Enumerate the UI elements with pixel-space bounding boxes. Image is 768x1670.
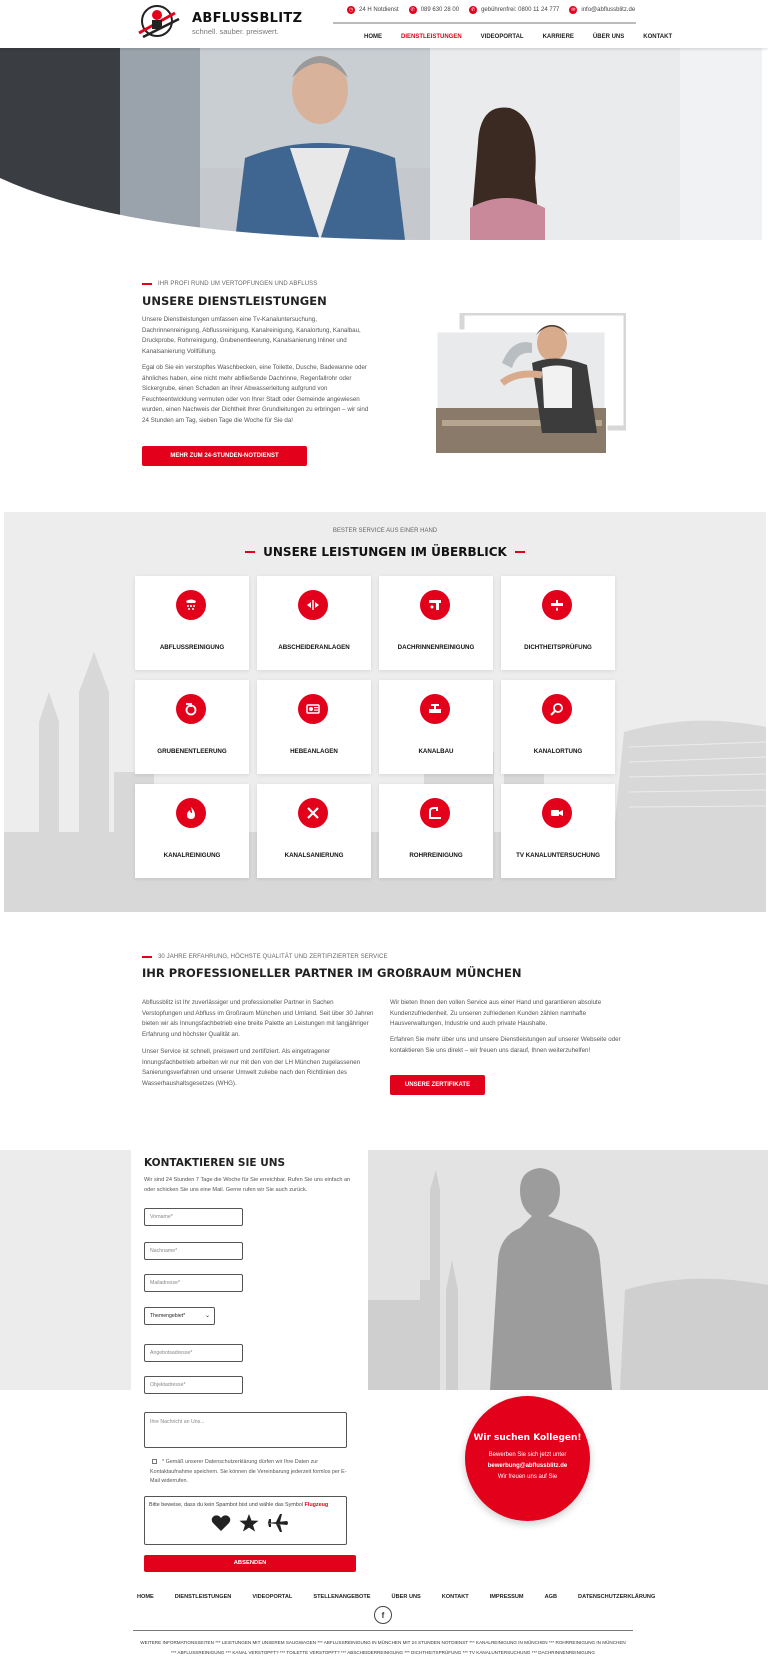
captcha-box: [144, 1496, 347, 1545]
firstname-field[interactable]: Vorname*: [144, 1208, 243, 1226]
nav-dienstleistungen[interactable]: DIENSTLEISTUNGEN: [401, 34, 462, 40]
emergency-button[interactable]: MEHR ZUM 24-STUNDEN-NOTDIENST: [142, 446, 307, 466]
service-card-label: TV KANALUNTERSUCHUNG: [516, 852, 600, 859]
brand-tagline: schnell. sauber. preiswert.: [192, 27, 279, 36]
pump-icon: [298, 694, 328, 724]
overview-kicker: BESTER SERVICE AUS EINER HAND: [332, 528, 438, 534]
topbar-hotline: [347, 6, 399, 14]
service-card-label: GRUBENENTLEERUNG: [157, 748, 227, 755]
title-bar: [515, 551, 525, 553]
airplane-icon[interactable]: [267, 1514, 289, 1532]
service-card-label: DICHTHEITSPRÜFUNG: [524, 644, 592, 651]
captcha-options: [211, 1514, 289, 1532]
footer-link-stellenangebote[interactable]: STELLENANGEBOTE: [313, 1594, 371, 1600]
captcha-question: [149, 1502, 328, 1508]
footer-link-ueber-uns[interactable]: ÜBER UNS: [391, 1594, 421, 1600]
topbar-freephone[interactable]: [469, 6, 559, 14]
hero-photo: [0, 48, 762, 240]
phone-icon: ✆: [410, 7, 415, 13]
footer-link-agb[interactable]: AGB: [544, 1594, 558, 1600]
service-card-label: ABSCHEIDERANLAGEN: [278, 644, 350, 651]
nav-home[interactable]: HOME: [364, 34, 382, 40]
service-cards: [135, 576, 615, 878]
services-paragraph: Unsere Dienstleistungen umfassen eine Tv-Kanaluntersuchung, Dachrinnenreinigung, Abflussreinigung, Kanalreinigung, Kanalortung, Kanalbau, Druckprobe, Rohrreinigung, Grubenentleerung, Kanalsanierung Inliner und Kanalsanierung Vollfüllung.: [142, 316, 361, 355]
footer-info-line[interactable]: WEITERE INFORMATIONSSEITEN *** LEISTUNGEN MIT UNSEREM SAUGWAGEN *** ABFLUSSREINIGUNG IN MÜNCHEN MIT 24 STUNDEN NOTDIENST *** KANALREINIGUNG IN MÜNCHEN *** ROHRREINIGUNG IN MÜNCHEN: [140, 1640, 626, 1645]
partner-title: IHR PROFESSIONELLER PARTNER IM GROßRAUM MÜNCHEN: [142, 966, 522, 980]
object-address-field[interactable]: Objektadresse*: [144, 1376, 243, 1394]
footer-info: [133, 1638, 633, 1658]
clock-icon: ◷: [348, 7, 354, 13]
kicker-bar: [142, 283, 152, 285]
heart-icon[interactable]: [211, 1514, 231, 1532]
service-card-abscheideranlagen[interactable]: [257, 576, 371, 670]
footer-link-videoportal[interactable]: VIDEOPORTAL: [252, 1594, 293, 1600]
service-card-kanalbau[interactable]: [379, 680, 493, 774]
service-card-label: ABFLUSSREINIGUNG: [159, 644, 225, 651]
service-card-hebeanlagen[interactable]: [257, 680, 371, 774]
footer-divider: [133, 1630, 633, 1631]
fire-icon: [176, 798, 206, 828]
service-card-grubenentleerung[interactable]: [135, 680, 249, 774]
leak-test-icon: [542, 590, 572, 620]
hero-image: [0, 48, 762, 240]
partner-paragraph: Wir bieten Ihnen den vollen Service aus einer Hand und garantieren absolute Kundenzufriedenheit. Zu unseren zufriedenen Kunden zählen namhafte Hausverwaltungen, Industrie und auch private Haushalte.: [390, 999, 602, 1027]
camera-icon: [542, 798, 572, 828]
nav-kontakt[interactable]: KONTAKT: [643, 34, 673, 40]
footer-link-kontakt[interactable]: KONTAKT: [441, 1594, 469, 1600]
partner-paragraph: Unser Service ist schnell, preiswert und zertifiziert. Als eingetragener Innungsfachbetrieb arbeiten wir nur mit den von der LH München zugelassenen Sanierungsverfahren und unserer Umwelt zuliebe nach den Richtlinien des Wasserhaushaltsgesetzes (WHG).: [142, 1048, 361, 1087]
facebook-icon[interactable]: f: [374, 1606, 392, 1624]
service-card-label: KANALSANIERUNG: [284, 852, 344, 859]
star-icon[interactable]: [239, 1514, 259, 1532]
partner-kicker: [142, 954, 388, 960]
city-silhouette: [0, 1150, 768, 1390]
service-card-rohrreinigung[interactable]: [379, 784, 493, 878]
email-field[interactable]: Mailadresse*: [144, 1274, 243, 1292]
topbar-text[interactable]: gebührenfrei: 0800 11 24 777: [481, 7, 560, 13]
service-card-label: ROHRREINIGUNG: [409, 852, 463, 859]
overview-title: [4, 545, 766, 559]
tools-icon: [298, 798, 328, 828]
phone-icon: ✆: [470, 7, 476, 13]
kicker-text: 30 JAHRE ERFAHRUNG, HÖCHSTE QUALITÄT UND ZERTIFIZIERTER SERVICE: [158, 954, 388, 960]
lastname-field[interactable]: Nachname*: [144, 1242, 243, 1260]
captcha-target: Flugzeug: [304, 1502, 329, 1508]
title-bar: [245, 551, 255, 553]
brand-name[interactable]: ABFLUSSBLITZ: [192, 11, 303, 26]
overview-title-text: UNSERE LEISTUNGEN IM ÜBERBLICK: [263, 545, 507, 559]
submit-button[interactable]: ABSENDEN: [144, 1555, 356, 1572]
services-title: UNSERE DIENSTLEISTUNGEN: [142, 294, 327, 308]
partner-paragraph: Abflussblitz ist Ihr zuverlässiger und professioneller Partner in Sachen Verstopfungen und Abfluss im Großraum München und Umland. Seit über 30 Jahren bieten wir als Innungsfachbetrieb eine breite Palette an Leistungen mit langjähriger Erfahrung und höchster Qualität an.: [142, 999, 374, 1038]
footer-link-dienstleistungen[interactable]: DIENSTLEISTUNGEN: [174, 1594, 232, 1600]
kicker-text: IHR PROFI RUND UM VERTOPFUNGEN UND ABFLUSS: [158, 281, 318, 287]
consent-text: * Gemäß unserer Datenschutzerklärung dürfen wir Ihre Daten zur Kontaktaufnahme speichern. Sie können die Vereinbarung jederzeit formlos per E-Mail widerrufen.: [150, 1459, 347, 1484]
locate-icon: [542, 694, 572, 724]
job-title: Wir suchen Kollegen!: [473, 1433, 582, 1443]
partner-paragraph: Erfahren Sie mehr über uns und unsere Dienstleistungen auf unserer Webseite oder kontaktieren Sie uns direkt – wir freuen uns darauf, Ihnen weiterzuhelfen!: [390, 1036, 621, 1054]
service-card-abflussreinigung[interactable]: [135, 576, 249, 670]
topic-select[interactable]: [144, 1307, 215, 1325]
services-overview: [4, 512, 766, 912]
service-card-dichtheitspruefung[interactable]: [501, 576, 615, 670]
job-line: Bewerben Sie sich jetzt unter: [488, 1452, 567, 1458]
topbar-text[interactable]: info@abflussblitz.de: [581, 7, 636, 13]
service-card-kanalsanierung[interactable]: [257, 784, 371, 878]
services-kicker: [142, 281, 317, 287]
service-card-label: DACHRINNENREINIGUNG: [397, 644, 475, 651]
service-card-kanalreinigung[interactable]: [135, 784, 249, 878]
captcha-question-text: Bitte beweise, dass du kein Spambot bist und wähle das Symbol: [149, 1502, 304, 1508]
service-card-label: KANALBAU: [418, 748, 454, 755]
contact-title: KONTAKTIEREN SIE UNS: [144, 1157, 286, 1169]
nav-karriere[interactable]: KARRIERE: [542, 34, 574, 40]
job-email-link[interactable]: bewerbung@abflussblitz.de: [487, 1463, 568, 1469]
plumber-image: [432, 313, 626, 456]
divider: [333, 22, 636, 24]
topbar: [347, 6, 635, 14]
job-badge[interactable]: [465, 1396, 590, 1521]
topic-select-value: Themengebiet*: [150, 1313, 186, 1319]
service-card-label: KANALORTUNG: [533, 748, 583, 755]
service-card-kanalortung[interactable]: [501, 680, 615, 774]
service-card-label: KANALREINIGUNG: [163, 852, 221, 859]
faucet-icon: [420, 798, 450, 828]
certificates-button[interactable]: UNSERE ZERTIFIKATE: [390, 1075, 485, 1095]
offer-address-field[interactable]: Angebotsadresse*: [144, 1344, 243, 1362]
site-header: [0, 0, 768, 48]
message-textarea[interactable]: Ihre Nachricht an Uns...: [144, 1412, 347, 1448]
valve-icon: [420, 694, 450, 724]
nav-videoportal[interactable]: VIDEOPORTAL: [480, 34, 524, 40]
footer-link-home[interactable]: HOME: [137, 1594, 154, 1600]
topbar-phone[interactable]: [409, 6, 459, 14]
footer-link-impressum[interactable]: IMPRESSUM: [489, 1594, 524, 1600]
kicker-bar: [142, 956, 152, 958]
service-card-tv-kanaluntersuchung[interactable]: [501, 784, 615, 878]
topbar-email[interactable]: [569, 6, 635, 14]
mail-icon: ✉: [571, 7, 576, 13]
separator-icon: [298, 590, 328, 620]
topbar-text: 24 H Notdienst: [359, 7, 399, 13]
shower-icon: [176, 590, 206, 620]
nav-ueber-uns[interactable]: ÜBER UNS: [592, 34, 625, 40]
service-card-label: HEBEANLAGEN: [290, 748, 338, 755]
footer-nav: [137, 1594, 655, 1600]
footer-link-datenschutz[interactable]: DATENSCHUTZERKLÄRUNG: [578, 1594, 656, 1600]
job-line: Wir freuen uns auf Sie: [497, 1474, 558, 1480]
logo-icon[interactable]: [131, 3, 183, 43]
contact-intro: Wir sind 24 Stunden 7 Tage die Woche für Sie erreichbar. Rufen Sie uns einfach an oder schicken Sie uns eine Mail. Gerne rufen wir Sie auch zurück.: [144, 1177, 351, 1193]
services-paragraph: Egal ob Sie ein verstopftes Waschbecken, eine Toilette, Dusche, Badewanne oder ähnliches haben, eine nicht mehr abfließende Dachrinne, Regenfallrohr oder Sickergrube, einen Schaden an Ihrer Abwasserleitung aufgrund von Feuchteentwicklung vermuten oder von Ihrer Stadt oder Gemeinde angewiesen wurden, einen Nachweis der Dichtheit Ihrer Grundleitungen zu erbringen – wir sind 24 Stunden am Tag, sieben Tage die Woche für Sie da!: [142, 364, 369, 424]
footer-info-line[interactable]: *** ABFLUSSREINIGUNG *** KANAL VERSTOPFT? *** TOILETTE VERSTOPFT? *** ABSCHEIDERREINIGUNG *** DICHTHEITSPRÜFUNG *** TV KANALUNTERSUCHUNG *** DACHRINNENREINIGUNG: [171, 1650, 595, 1655]
gutter-icon: [420, 590, 450, 620]
chevron-down-icon: ⌄: [204, 1313, 210, 1319]
contact-background: [0, 1150, 768, 1390]
main-nav: [364, 34, 672, 40]
pit-icon: [176, 694, 206, 724]
service-card-dachrinnenreinigung[interactable]: [379, 576, 493, 670]
topbar-text[interactable]: 089 630 28 00: [420, 7, 460, 13]
